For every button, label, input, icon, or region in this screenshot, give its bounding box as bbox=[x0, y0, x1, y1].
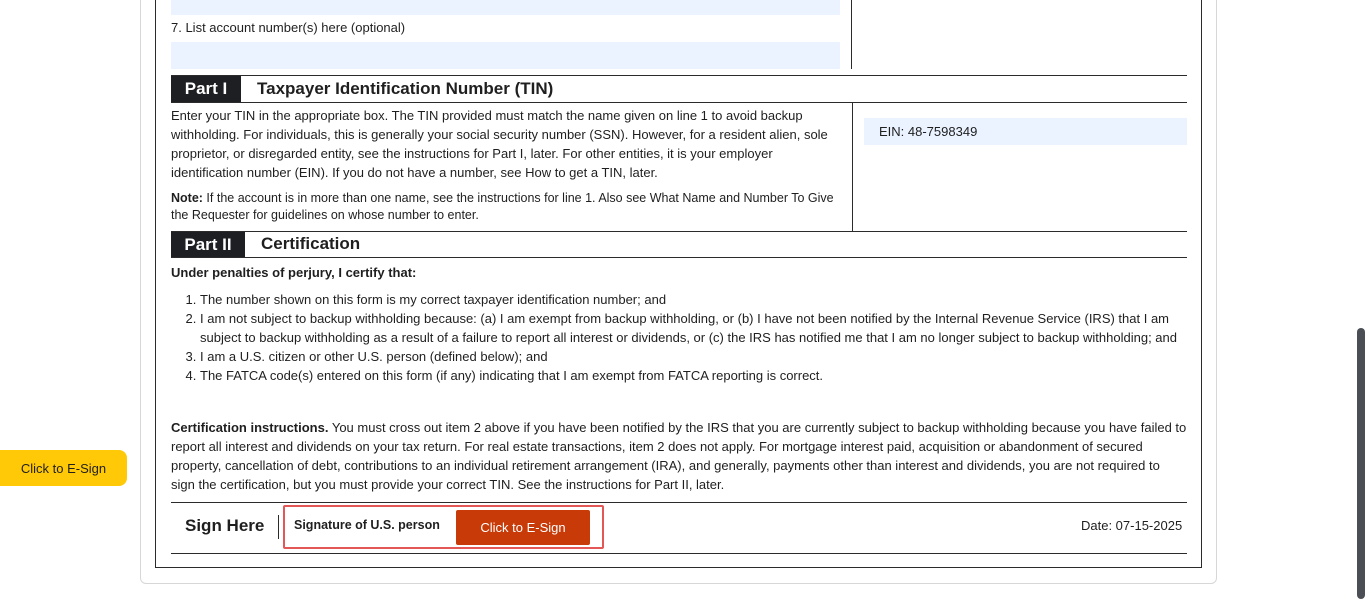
part2-tag: Part II bbox=[171, 232, 245, 257]
account-numbers-label: 7. List account number(s) here (optional) bbox=[171, 20, 406, 35]
tin-instructions: Enter your TIN in the appropriate box. The TIN provided must match the name given on line 1 to avoid backup withholding. For individuals, this is generally your social security number (SSN). However, for a resident alien, sole proprietor, or disregarded entity, see the instructions for Part I, later. For other entities, it is your employer identification number (EIN). If you do not have a number, see How to get a TIN, later. bbox=[171, 108, 828, 180]
address-input[interactable] bbox=[171, 0, 840, 15]
signature-date: Date: 07-15-2025 bbox=[1081, 518, 1183, 533]
signature-label: Signature of U.S. person bbox=[294, 518, 440, 532]
divider bbox=[171, 553, 1187, 554]
part2-title: Certification bbox=[261, 234, 361, 253]
divider bbox=[278, 515, 279, 539]
cert-item-1: 1. The number shown on this form is my correct taxpayer identification number; and bbox=[200, 290, 1212, 309]
ein-value: EIN: 48-7598349 bbox=[879, 123, 978, 139]
divider bbox=[171, 102, 1187, 103]
sign-here-label: Sign Here bbox=[185, 516, 265, 535]
tin-note-text: If the account is in more than one name, see the instructions for line 1. Also see What Name and Number To Give the Requester for guidelines on whose number to enter. bbox=[171, 191, 834, 222]
scrollbar-thumb[interactable] bbox=[1357, 328, 1365, 599]
divider bbox=[171, 75, 1187, 76]
side-esign-tab[interactable]: Click to E-Sign bbox=[0, 450, 127, 486]
tin-note bbox=[171, 190, 843, 224]
part1-title: Taxpayer Identification Number (TIN) bbox=[257, 79, 554, 98]
cert-item-4: 4. The FATCA code(s) entered on this form (if any) indicating that I am exempt from FATCA reporting is correct. bbox=[200, 366, 1212, 385]
cert-instructions-label: Certification instructions. bbox=[171, 420, 329, 435]
cert-item-2: 2. I am not subject to backup withholding because: (a) I am exempt from backup withholding, or (b) I have not been notified by the Internal Revenue Service (IRS) that I am subject to backup withholding as a result of a failure to report all interest or dividends, or (c) the IRS has notified me that I am no longer subject to backup withholding; and bbox=[200, 309, 1212, 347]
account-numbers-input[interactable] bbox=[171, 42, 840, 69]
penalty-heading: Under penalties of perjury, I certify that: bbox=[171, 265, 417, 280]
cert-item-3: 3. I am a U.S. citizen or other U.S. person (defined below); and bbox=[200, 347, 1212, 366]
ein-input[interactable] bbox=[864, 118, 1187, 145]
certification-list bbox=[171, 290, 1212, 385]
esign-button[interactable]: Click to E-Sign bbox=[456, 510, 590, 545]
divider bbox=[851, 0, 852, 69]
divider bbox=[171, 231, 1187, 232]
divider bbox=[852, 102, 853, 231]
part1-tag: Part I bbox=[171, 76, 241, 102]
divider bbox=[171, 257, 1187, 258]
tin-note-label: Note: bbox=[171, 191, 203, 205]
cert-instructions-text: You must cross out item 2 above if you have been notified by the IRS that you are currently subject to backup withholding because you have failed to report all interest and dividends on your tax return. For real estate transactions, item 2 does not apply. For mortgage interest paid, acquisition or abandonment of secured property, cancellation of debt, contributions to an individual retirement arrangement (IRA), and generally, payments other than interest and dividends, you are not required to sign the certification, but you must provide your correct TIN. See the instructions for Part II, later. bbox=[171, 420, 1187, 492]
divider bbox=[171, 502, 1187, 503]
certification-instructions bbox=[171, 418, 1187, 494]
